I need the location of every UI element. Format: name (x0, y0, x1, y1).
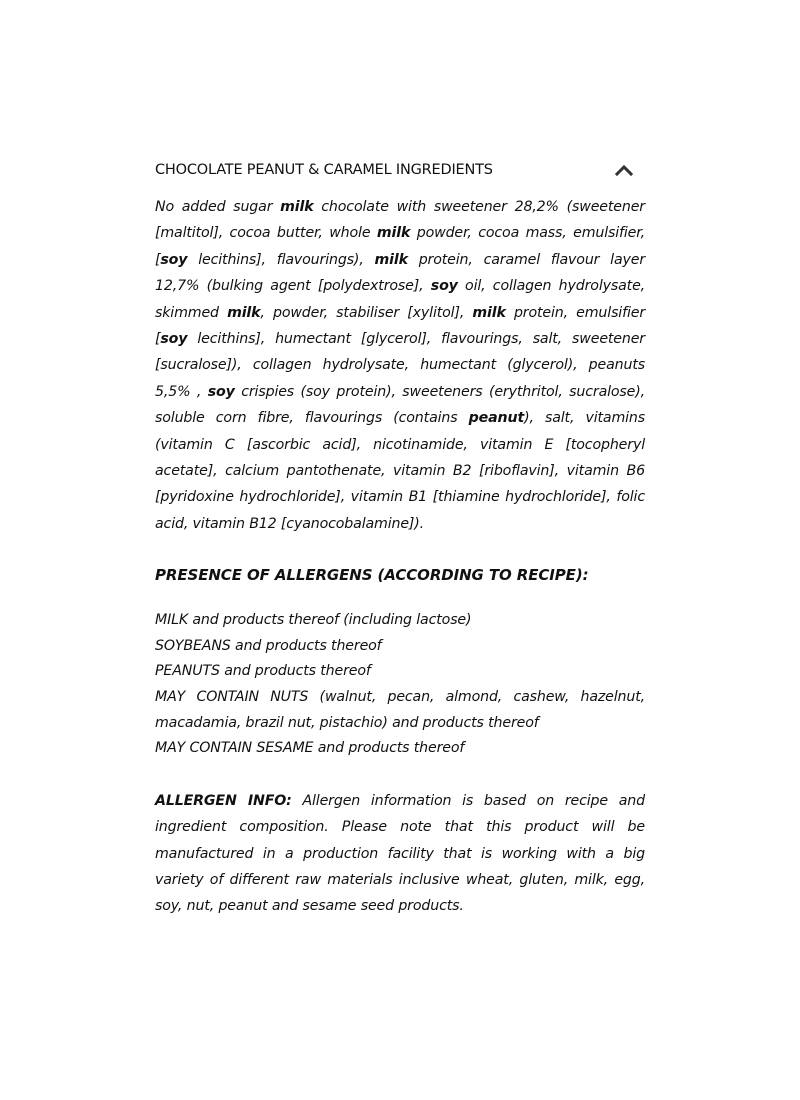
allergen-highlight: milk (280, 199, 314, 215)
collapse-toggle-button[interactable] (611, 157, 637, 183)
ingredients-segment: lecithins], flavourings), (187, 251, 375, 268)
ingredients-segment: No added sugar (155, 199, 281, 215)
allergen-list (155, 608, 645, 762)
ingredients-text (155, 194, 645, 537)
ingredients-accordion-header[interactable] (155, 150, 645, 190)
ingredients-segment: protein, emulsifier [ (155, 304, 646, 348)
ingredients-segment: ), salt, vitamins (vitamin C [ascorbic acid], nicotinamide, vitamin E [tocopheryl acetate], calcium pantothenate, vitamin B2 [riboflavin], vitamin B6 [pyridoxine hydrochloride], vitamin B1 [thiamine hydrochloride], folic acid, vitamin B12 [cyanocobalamine]). (155, 410, 646, 532)
allergen-highlight: soy (207, 383, 235, 400)
ingredients-segment: protein, caramel flavour layer 12,7% (bulking agent [polydextrose], (155, 251, 646, 295)
ingredients-segment: oil, collagen hydrolysate, skimmed (155, 278, 646, 321)
ingredients-segment: powder, cocoa mass, emulsifier, [ (155, 225, 645, 268)
allergen-highlight: soy (160, 251, 188, 268)
allergen-highlight: milk (472, 304, 506, 321)
allergen-highlight: soy (160, 331, 188, 348)
allergen-info (155, 788, 645, 920)
allergen-highlight: milk (374, 251, 408, 268)
ingredients-panel (155, 150, 645, 920)
allergen-info-label: ALLERGEN INFO: (155, 792, 292, 809)
allergen-item: SOYBEANS and products thereof (155, 637, 382, 654)
allergen-highlight: peanut (468, 410, 525, 427)
allergen-item: MAY CONTAIN SESAME and products thereof (155, 740, 465, 757)
chevron-up-icon (615, 164, 633, 176)
allergen-highlight: milk (227, 304, 261, 321)
allergen-highlight: milk (376, 225, 411, 242)
ingredients-segment: , powder, stabiliser [xylitol], (260, 304, 473, 321)
ingredients-title: CHOCOLATE PEANUT & CARAMEL INGREDIENTS (155, 162, 493, 178)
allergen-item: MILK and products thereof (including lactose) (155, 612, 472, 629)
allergen-highlight: soy (430, 278, 458, 295)
allergen-info-text: Allergen information is based on recipe and ingredient composition. Please note that this product will be manufactured in a production facility that is working with a big variety of different raw materials inclusive wheat, gluten, milk, egg, soy, nut, peanut and sesame seed products. (155, 792, 645, 915)
ingredients-segment: chocolate with sweetener 28,2% (sweetener [maltitol], cocoa butter, whole (155, 199, 645, 242)
allergen-item: PEANUTS and products thereof (155, 663, 371, 680)
allergens-heading: PRESENCE OF ALLERGENS (ACCORDING TO RECIPE): (155, 566, 589, 585)
allergen-item: MAY CONTAIN NUTS (walnut, pecan, almond, cashew, hazelnut, macadamia, brazil nut, pistachio) and products thereof (155, 689, 645, 731)
ingredients-segment: lecithins], humectant [glycerol], flavourings, salt, sweetener [sucralose]), collagen hydrolysate, humectant (glycerol), peanuts 5,5% , (155, 331, 645, 400)
ingredients-segment: crispies (soy protein), sweeteners (erythritol, sucralose), soluble corn fibre, flavourings (contains (155, 383, 645, 427)
